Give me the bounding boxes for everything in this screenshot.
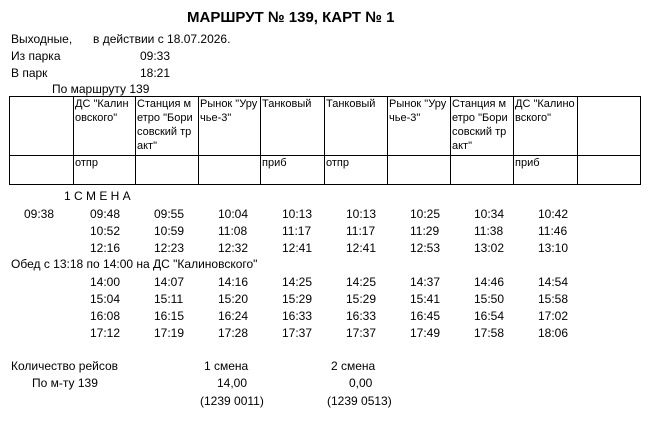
trip-time: 15:58	[538, 292, 569, 306]
trip-time: 18:06	[538, 326, 569, 340]
trip-time: 10:13	[346, 207, 377, 221]
from-park-label: Из парка	[11, 49, 61, 63]
trip-time: 16:33	[282, 309, 313, 323]
trip-time: 10:52	[90, 224, 121, 238]
trip-time: 10:34	[474, 207, 505, 221]
trip-time: 14:25	[282, 275, 313, 289]
trip-time: 16:08	[90, 309, 121, 323]
trip-time: 15:04	[90, 292, 121, 306]
stop-mark	[199, 156, 261, 185]
trip-time: 17:19	[154, 326, 185, 340]
stop-name: Танковый	[261, 97, 325, 156]
trip-time: 16:15	[154, 309, 185, 323]
trip-time: 10:42	[538, 207, 569, 221]
trip-time: 15:29	[282, 292, 313, 306]
trip-time: 17:58	[474, 326, 505, 340]
stop-name: Танковый	[325, 97, 388, 156]
summary-label: Количество рейсов	[11, 359, 119, 373]
trip-time: 16:24	[218, 309, 249, 323]
shift1-code: (1239 0011)	[200, 394, 264, 408]
trip-time: 12:16	[90, 241, 121, 255]
stop-mark: приб	[261, 156, 325, 185]
stop-mark: отпр	[74, 156, 136, 185]
trip-time: 17:49	[410, 326, 441, 340]
trip-time: 17:28	[218, 326, 249, 340]
trip-time: 17:37	[346, 326, 377, 340]
trip-time: 13:02	[474, 241, 505, 255]
stop-mark	[388, 156, 451, 185]
page-title: МАРШРУТ № 139, КАРТ № 1	[187, 9, 395, 26]
from-park-time: 09:33	[140, 49, 171, 63]
shift1-value: 14,00	[217, 376, 248, 390]
route-label: По маршруту 139	[52, 82, 150, 96]
trip-time: 09:55	[154, 207, 185, 221]
trip-time: 17:12	[90, 326, 121, 340]
mark-blank-cell	[578, 156, 641, 185]
trip-time: 15:29	[346, 292, 377, 306]
trip-time: 16:45	[410, 309, 441, 323]
stop-name: ДС "Калиновского"	[514, 97, 578, 156]
trip-time: 16:54	[474, 309, 505, 323]
stop-mark	[451, 156, 514, 185]
trip-time: 14:37	[410, 275, 441, 289]
trip-time: 14:25	[346, 275, 377, 289]
trip-time: 15:20	[218, 292, 249, 306]
break-note: Обед с 13:18 по 14:00 на ДС "Калиновского"	[11, 257, 258, 271]
trip-time: 14:46	[474, 275, 505, 289]
trip-time: 12:53	[410, 241, 441, 255]
shift2-value: 0,00	[349, 376, 373, 390]
shift2-label: 2 смена	[331, 359, 376, 373]
valid-from: в действии с 18.07.2026.	[93, 32, 231, 46]
trip-time: 15:11	[154, 292, 184, 306]
stop-mark: приб	[514, 156, 578, 185]
stop-name: ДС "Калиновского"	[74, 97, 136, 156]
shift1-label: 1 смена	[204, 359, 249, 373]
trip-time: 14:54	[538, 275, 569, 289]
trip-time: 12:41	[282, 241, 313, 255]
trip-time: 11:46	[538, 224, 568, 238]
to-park-time: 18:21	[140, 66, 171, 80]
stop-name: Станция метро "Борисовский тракт"	[451, 97, 514, 156]
mark-blank-cell	[10, 156, 74, 185]
stop-name: Рынок "Уручье-3"	[388, 97, 451, 156]
trip-time: 12:23	[154, 241, 185, 255]
trip-time: 12:32	[218, 241, 249, 255]
trip-time: 11:17	[282, 224, 312, 238]
trip-time: 10:59	[154, 224, 185, 238]
summary-route-label: По м-ту 139	[32, 376, 98, 390]
trip-time: 17:02	[538, 309, 569, 323]
trip-time: 17:37	[282, 326, 313, 340]
stops-header-table	[9, 96, 641, 185]
trip-time: 11:29	[410, 224, 440, 238]
stop-mark: отпр	[325, 156, 388, 185]
stop-name: Станция метро "Борисовский тракт"	[136, 97, 199, 156]
day-type: Выходные,	[11, 32, 73, 46]
trip-time: 11:38	[474, 224, 504, 238]
trip-time: 16:33	[346, 309, 377, 323]
trip-time: 13:10	[538, 241, 569, 255]
header-blank-cell	[10, 97, 74, 156]
trip-time: 11:08	[218, 224, 248, 238]
trip-time: 10:04	[218, 207, 249, 221]
trip-time: 15:41	[410, 292, 441, 306]
shift2-code: (1239 0513)	[327, 394, 392, 408]
start-time: 09:38	[24, 207, 55, 221]
trip-time: 10:13	[282, 207, 313, 221]
shift-label: 1 С М Е Н А	[64, 189, 131, 203]
trip-time: 11:17	[346, 224, 376, 238]
trip-time: 09:48	[90, 207, 121, 221]
trip-time: 15:50	[474, 292, 505, 306]
stop-mark	[136, 156, 199, 185]
stop-name: Рынок "Уручье-3"	[199, 97, 261, 156]
header-blank-cell	[578, 97, 641, 156]
trip-time: 14:00	[90, 275, 121, 289]
to-park-label: В парк	[11, 66, 48, 80]
trip-time: 14:16	[218, 275, 249, 289]
trip-time: 12:41	[346, 241, 377, 255]
trip-time: 10:25	[410, 207, 441, 221]
trip-time: 14:07	[154, 275, 185, 289]
